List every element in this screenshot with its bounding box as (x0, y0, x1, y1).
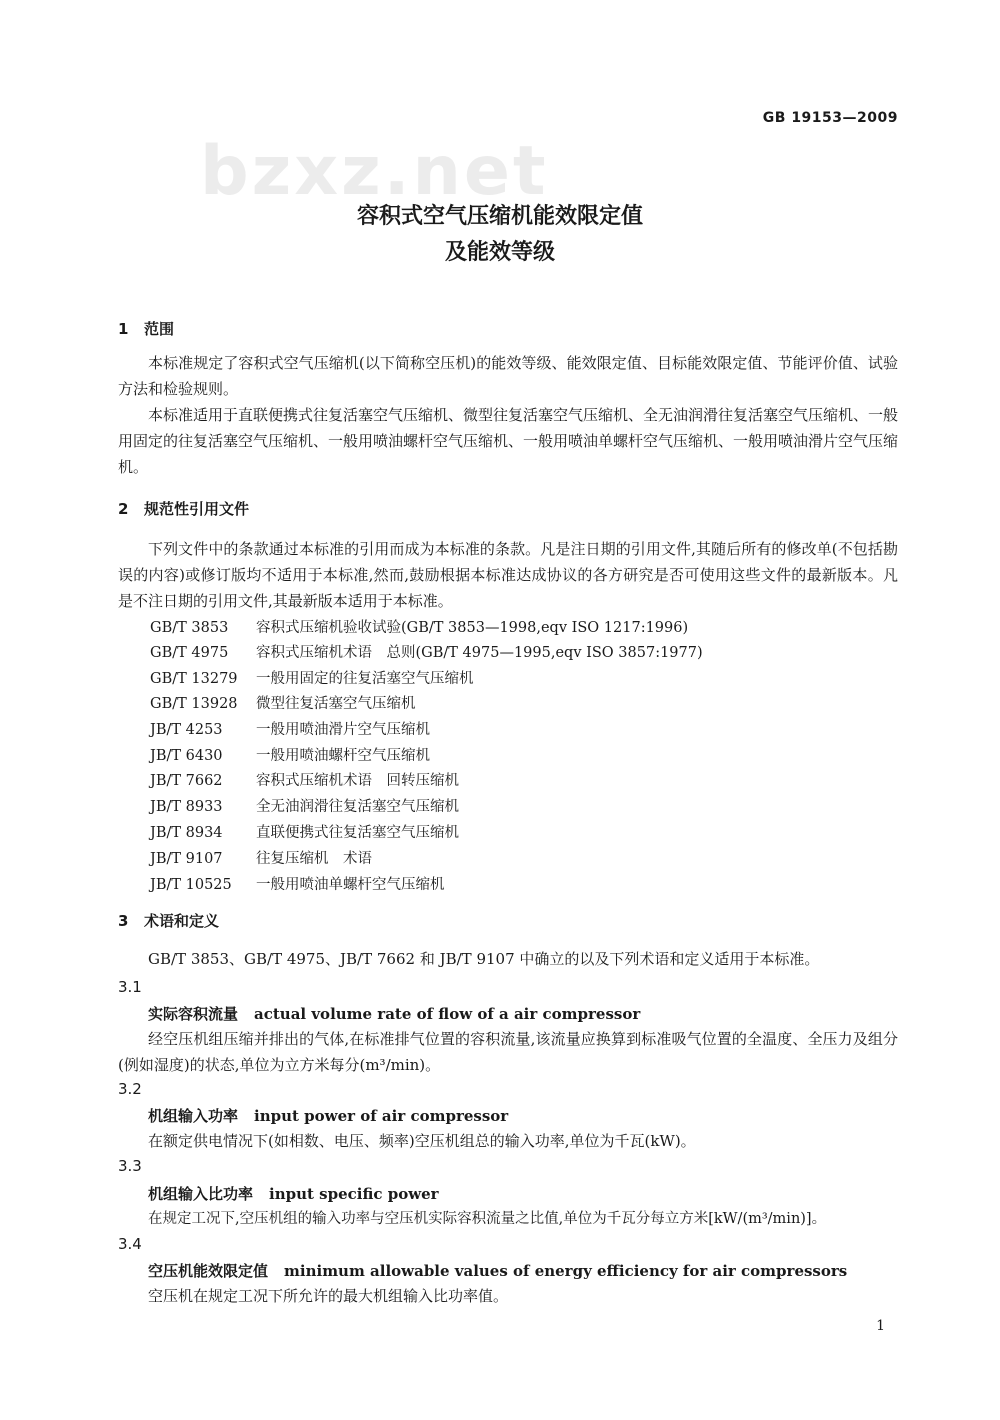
reference-item (150, 718, 430, 739)
reference-title: 直联便携式往复活塞空气压缩机 (256, 825, 459, 841)
term-english: actual volume rate of flow of a air compressor (254, 1005, 641, 1023)
reference-code: JB/T 8934 (150, 825, 223, 841)
section-2-heading (118, 498, 249, 519)
reference-item (150, 616, 688, 637)
section-number: 1 (118, 320, 129, 338)
clause-number: 3.2 (118, 1080, 142, 1098)
document-title-line1: 容积式空气压缩机能效限定值 (356, 204, 643, 229)
watermark: bzxz.net (200, 132, 549, 211)
section-3-heading (118, 910, 219, 931)
term-definition: 空压机在规定工况下所允许的最大机组输入比功率值。 (148, 1287, 509, 1305)
reference-code: GB/T 3853 (150, 620, 229, 636)
term-entry (148, 1183, 439, 1204)
document-title-line2: 及能效等级 (444, 240, 555, 265)
clause-number: 3.1 (118, 978, 142, 996)
term-entry (148, 1003, 640, 1024)
term-entry (148, 1105, 508, 1126)
reference-code: JB/T 8933 (150, 799, 223, 815)
reference-code: JB/T 10525 (150, 877, 232, 893)
reference-code: JB/T 7662 (150, 773, 223, 789)
section-1-paragraph-2: 本标准适用于直联便携式往复活塞空气压缩机、微型往复活塞空气压缩机、全无油润滑往复活塞空气压缩机、一般用固定的往复活塞空气压缩机、一般用喷油螺杆空气压缩机、一般用喷油单螺杆空气压缩机、一般用喷油滑片空气压缩机。 (118, 406, 899, 476)
term-entry (148, 1260, 847, 1281)
reference-title: 微型往复活塞空气压缩机 (256, 696, 416, 712)
section-3-paragraph: GB/T 3853、GB/T 4975、JB/T 7662 和 JB/T 9107 中确立的以及下列术语和定义适用于本标准。 (148, 950, 820, 968)
term-chinese: 机组输入比功率 (148, 1185, 254, 1203)
reference-item (150, 847, 372, 868)
reference-title: 容积式压缩机术语 回转压缩机 (256, 773, 459, 789)
reference-title: 一般用固定的往复活塞空气压缩机 (256, 671, 474, 687)
clause-number: 3.4 (118, 1235, 142, 1253)
reference-title: 往复压缩机 术语 (256, 851, 372, 867)
reference-title: 一般用喷油螺杆空气压缩机 (256, 748, 430, 764)
reference-item (150, 641, 703, 662)
reference-item (150, 873, 445, 894)
page-number: 1 (876, 1318, 885, 1334)
term-definition: 在规定工况下,空压机组的输入功率与空压机实际容积流量之比值,单位为千瓦分每立方米[kW/(m³/min)]。 (148, 1211, 827, 1227)
section-1-paragraph-1: 本标准规定了容积式空气压缩机(以下简称空压机)的能效等级、能效限定值、目标能效限定值、节能评价值、试验方法和检验规则。 (118, 354, 898, 398)
reference-item (150, 744, 430, 765)
term-english: input specific power (269, 1185, 439, 1203)
reference-item (150, 769, 459, 790)
section-2-paragraph: 下列文件中的条款通过本标准的引用而成为本标准的条款。凡是注日期的引用文件,其随后所有的修改单(不包括勘误的内容)或修订版均不适用于本标准,然而,鼓励根据本标准达成协议的各方研究是否可使用这些文件的最新版本。凡是不注日期的引用文件,其最新版本适用于本标准。 (118, 540, 898, 610)
reference-title: 全无油润滑往复活塞空气压缩机 (256, 799, 459, 815)
reference-item (150, 795, 459, 816)
reference-code: GB/T 13928 (150, 696, 238, 712)
term-definition: 经空压机组压缩并排出的气体,在标准排气位置的容积流量,该流量应换算到标准吸气位置的全温度、全压力及组分(例如湿度)的状态,单位为立方米每分(m³/min)。 (118, 1030, 898, 1074)
clause-number: 3.3 (118, 1157, 142, 1175)
section-title: 范围 (144, 320, 175, 338)
section-1-heading (118, 318, 174, 339)
reference-code: GB/T 4975 (150, 645, 229, 661)
reference-title: 容积式压缩机术语 总则(GB/T 4975—1995,eqv ISO 3857:1977) (256, 645, 703, 661)
reference-title: 一般用喷油单螺杆空气压缩机 (256, 877, 445, 893)
reference-code: GB/T 13279 (150, 671, 238, 687)
section-number: 3 (118, 912, 129, 930)
reference-title: 一般用喷油滑片空气压缩机 (256, 722, 430, 738)
section-title: 术语和定义 (144, 912, 220, 930)
term-chinese: 机组输入功率 (148, 1107, 239, 1125)
term-english: input power of air compressor (254, 1107, 509, 1125)
reference-item (150, 667, 474, 688)
term-english: minimum allowable values of energy efficiency for air compressors (284, 1262, 848, 1280)
standard-code: GB 19153—2009 (762, 110, 898, 126)
reference-code: JB/T 4253 (150, 722, 223, 738)
section-title: 规范性引用文件 (144, 500, 250, 518)
reference-code: JB/T 6430 (150, 748, 223, 764)
term-chinese: 空压机能效限定值 (148, 1262, 269, 1280)
reference-item (150, 821, 459, 842)
term-chinese: 实际容积流量 (148, 1005, 239, 1023)
reference-code: JB/T 9107 (150, 851, 223, 867)
term-definition: 在额定供电情况下(如相数、电压、频率)空压机组总的输入功率,单位为千瓦(kW)。 (148, 1132, 696, 1150)
reference-title: 容积式压缩机验收试验(GB/T 3853—1998,eqv ISO 1217:1996) (256, 620, 689, 636)
reference-item (150, 692, 416, 713)
section-number: 2 (118, 500, 129, 518)
